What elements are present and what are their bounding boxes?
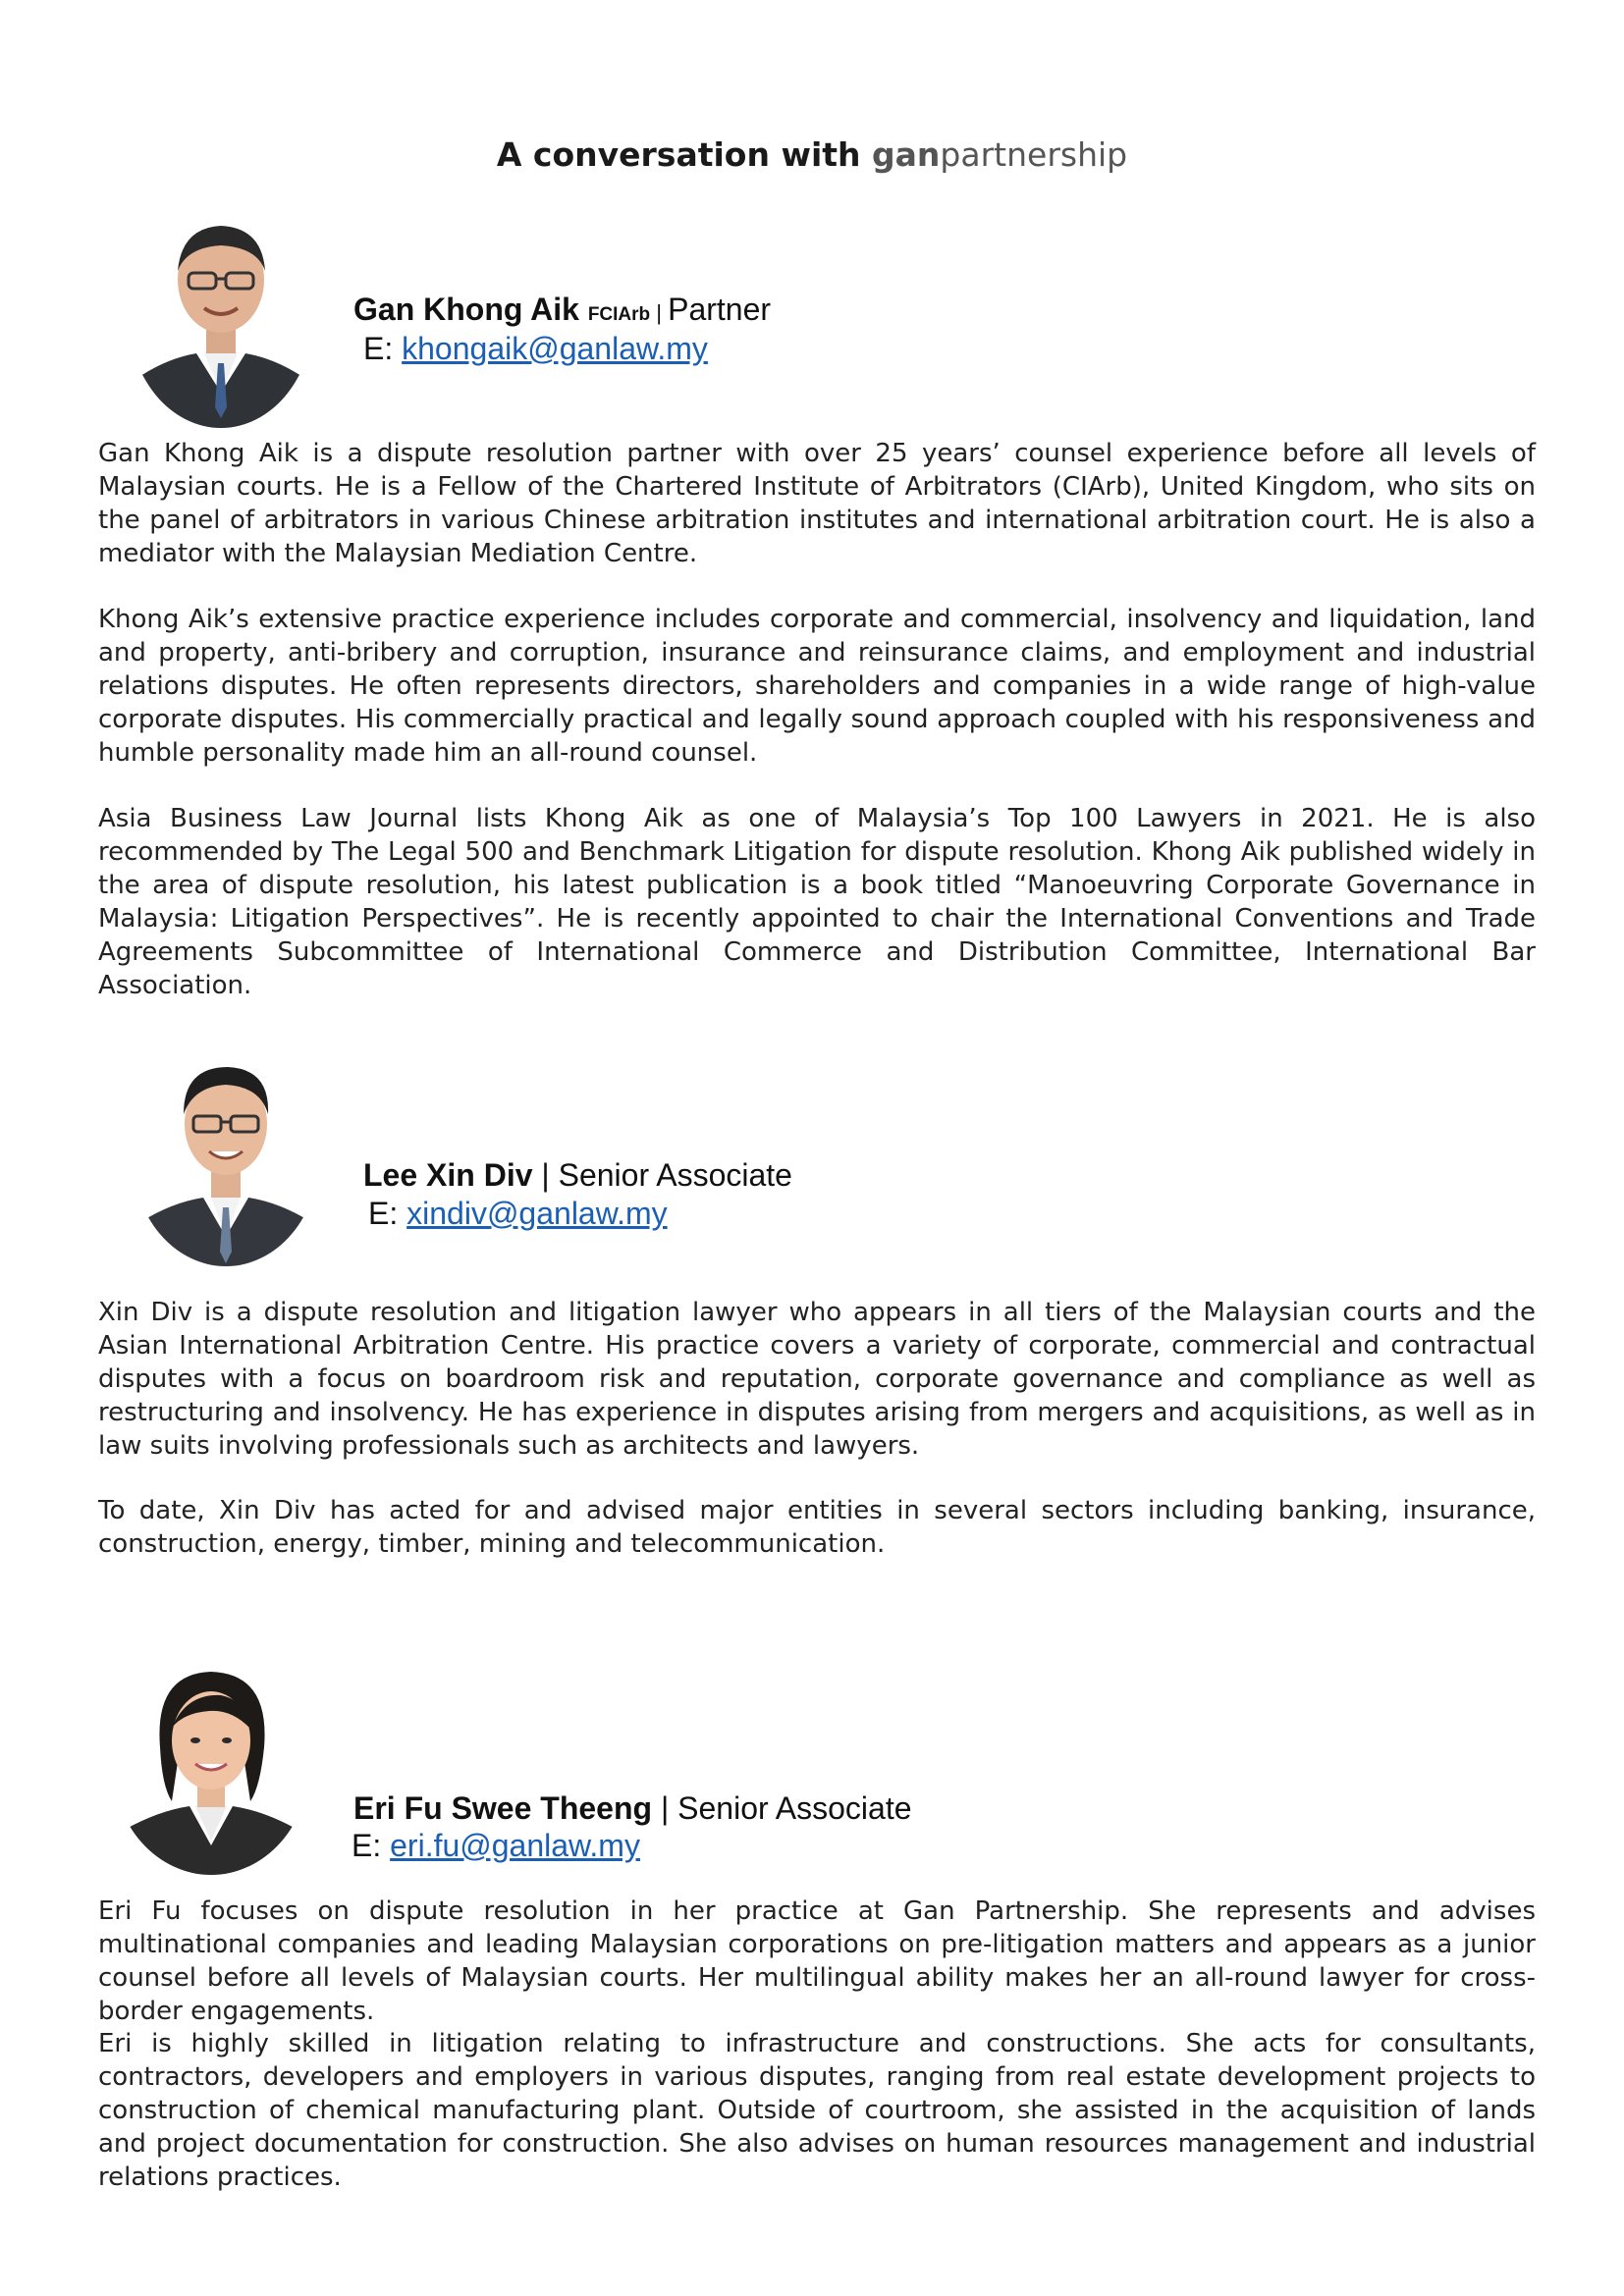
portrait-illustration [133,1045,319,1266]
profile-email-line [352,1826,640,1865]
bio-paragraph: Eri is highly skilled in litigation relating to infrastructure and constructions. She acts for consultants, contractors, developers and employers in various disputes, ranging from real estate development projects to construction of chemical manufacturing plant. Outside of courtroom, she assisted in the acquisition of lands and project documentation for construction. She also advises on human resources management and industrial relations practices. [98,2029,1536,2192]
portrait-photo-eri-fu [113,1654,309,1875]
bio-paragraph: Khong Aik’s extensive practice experience includes corporate and commercial, insolvency and liquidation, land and property, anti-bribery and corruption, insurance and reinsurance claims, and employment and industrial relations disputes. He often represents directors, shareholders and companies in a wide range of high-value corporate disputes. His commercially practical and legally sound approach coupled with his responsiveness and humble personality made him an all-round counsel. [98,605,1536,768]
profile-name-line [353,1789,912,1828]
separator: | [532,1157,559,1193]
profile-postnominal: FCIArb [587,304,651,325]
profile-name: Eri Fu Swee Theeng [353,1790,653,1826]
bio-paragraph: Gan Khong Aik is a dispute resolution partner with over 25 years’ counsel experience before all levels of Malaysian courts. He is a Fellow of the Chartered Institute of Arbitrators (CIArb), United Kingdom, who sits on the panel of arbitrators in various Chinese arbitration institutes and international arbitration court. He is also a mediator with the Malaysian Mediation Centre. [98,439,1536,568]
profile-name: Gan Khong Aik [353,292,579,327]
bio-paragraph: Asia Business Law Journal lists Khong Aik as one of Malaysia’s Top 100 Lawyers in 2021. He is also recommended by The Legal 500 and Benchmark Litigation for dispute resolution. Khong Aik published widely in the area of dispute resolution, his latest publication is a book titled “Manoeuvring Corporate Governance in Malaysia: Litigation Perspectives”. He is recently appointed to chair the International Conventions and Trade Agreements Subcommittee of International Commerce and Distribution Committee, International Bar Association. [98,804,1536,1000]
bio-paragraph: To date, Xin Div has acted for and advised major entities in several sectors including banking, insurance, construction, energy, timber, mining and telecommunication. [98,1496,1536,1559]
email-link[interactable]: eri.fu@ganlaw.my [390,1828,640,1863]
brand-gan: gan [872,135,941,174]
email-prefix: E: [368,1196,407,1231]
profile-name-line [363,1155,792,1195]
separator: | [652,1790,678,1826]
bio-paragraph: Eri Fu focuses on dispute resolution in her practice at Gan Partnership. She represents and advises multinational companies and leading Malaysian corporations on pre-litigation matters and appears as a junior counsel before all levels of Malaysian courts. Her multilingual ability makes her an all-round lawyer for cross-border engagements. [98,1896,1536,2026]
separator: | [650,300,669,325]
email-prefix: E: [352,1828,391,1863]
profile-role: Senior Associate [558,1157,792,1193]
portrait-photo-gan-khong-aik [128,196,314,428]
page-title [0,133,1624,177]
email-link[interactable]: khongaik@ganlaw.my [402,331,708,366]
profile-role: Senior Associate [677,1790,912,1826]
portrait-photo-lee-xin-div [133,1045,319,1266]
email-prefix: E: [363,331,403,366]
bio-paragraph: Xin Div is a dispute resolution and litigation lawyer who appears in all tiers of the Malaysian courts and the Asian International Arbitration Centre. His practice covers a variety of corporate, commercial and contractual disputes with a focus on boardroom risk and reputation, corporate governance and compliance as well as restructuring and insolvency. He has experience in disputes arising from mergers and acquisitions, as well as in law suits involving professionals such as architects and lawyers. [98,1298,1536,1461]
profile-email-line [363,329,708,368]
profile-email-line [368,1194,668,1233]
email-link[interactable]: xindiv@ganlaw.my [406,1196,668,1231]
brand-partnership: partnership [940,135,1128,174]
portrait-illustration [128,196,314,428]
profile-name: Lee Xin Div [363,1157,533,1193]
portrait-illustration [113,1654,309,1875]
title-prefix: A conversation with [496,135,873,174]
profile-role: Partner [668,292,772,327]
